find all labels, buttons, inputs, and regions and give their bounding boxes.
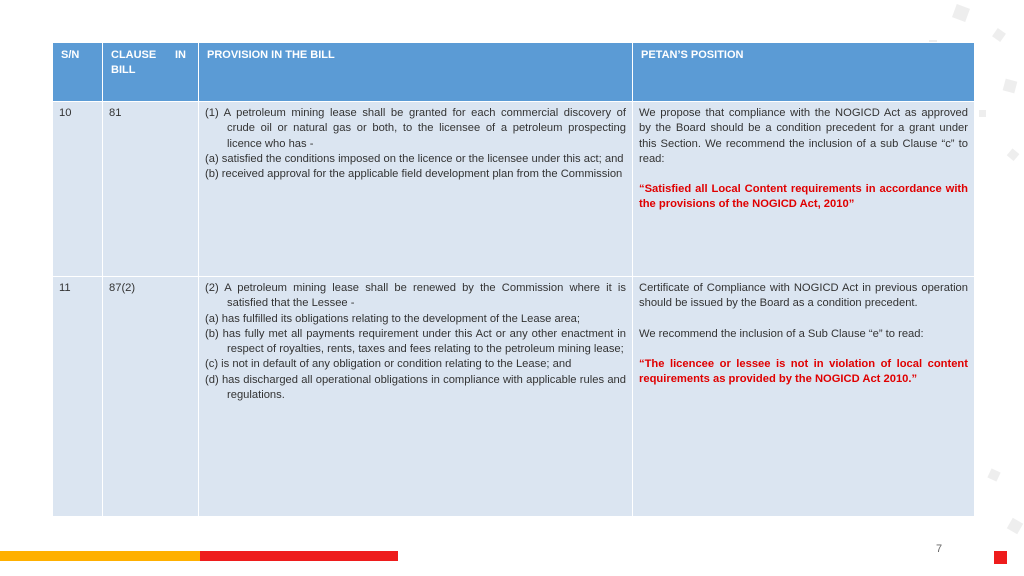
position-quote: “Satisfied all Local Content requirements in accordance with the provisions of the NOGICD Act, 2010” [639, 183, 968, 211]
page-number: 7 [936, 543, 943, 555]
header-provision: PROVISION IN THE BILL [199, 43, 633, 102]
footer-bar-yellow [0, 551, 200, 561]
header-clause-bill: BILL [111, 64, 136, 77]
header-clause-word: CLAUSE [111, 49, 157, 61]
bill-comparison-table [52, 42, 975, 517]
cell-position [633, 277, 975, 517]
cell-clause: 87(2) [103, 277, 199, 517]
cell-sn: 11 [53, 277, 103, 517]
header-position: PETAN’S POSITION [633, 43, 975, 102]
cell-sn: 10 [53, 102, 103, 277]
header-clause [103, 43, 199, 102]
footer-bar-red [200, 551, 398, 561]
provision-item: (b) received approval for the applicable field development plan from the Commission [205, 168, 623, 181]
position-text: We propose that compliance with the NOGICD Act as approved by the Board should be a condition precedent for a grant under this Section. We recommend the inclusion of a sub Clause “c” to read: [639, 107, 968, 165]
position-text-2: We recommend the inclusion of a Sub Clause “e” to read: [639, 327, 924, 340]
cell-clause: 81 [103, 102, 199, 277]
table-row [53, 102, 975, 277]
cell-provision [199, 102, 633, 277]
header-clause-in: IN [175, 49, 186, 61]
provision-item: (a) has fulfilled its obligations relating to the development of the Lease area; [205, 312, 581, 325]
provision-item: (d) has discharged all operational obligations in compliance with applicable rules and regulations. [205, 373, 626, 402]
corner-accent [994, 551, 1007, 564]
table-header-row [53, 43, 975, 102]
provision-item: (a) satisfied the conditions imposed on the licence or the licensee under this act; and [205, 152, 624, 165]
header-sn: S/N [53, 43, 103, 102]
table-row [53, 277, 975, 517]
provision-item: (b) has fully met all payments requirement under this Act or any other enactment in respect of royalties, rents, taxes and fees relating to the petroleum mining lease; [205, 327, 626, 356]
position-text: Certificate of Compliance with NOGICD Act in previous operation should be issued by the Board as a condition precedent. [639, 282, 968, 310]
provision-item: (2) A petroleum mining lease shall be renewed by the Commission where it is satisfied that the Lessee - [205, 282, 626, 310]
position-quote: “The licencee or lessee is not in violation of local content requirements as provided by the NOGICD Act 2010.” [639, 357, 968, 386]
cell-provision [199, 277, 633, 517]
provision-item: (c) is not in default of any obligation or condition relating to the Lease; and [205, 358, 572, 371]
provision-item: (1) A petroleum mining lease shall be granted for each commercial discovery of crude oil or natural gas or both, to the licensee of a petroleum prospecting licence who has - [205, 107, 626, 150]
cell-position [633, 102, 975, 277]
